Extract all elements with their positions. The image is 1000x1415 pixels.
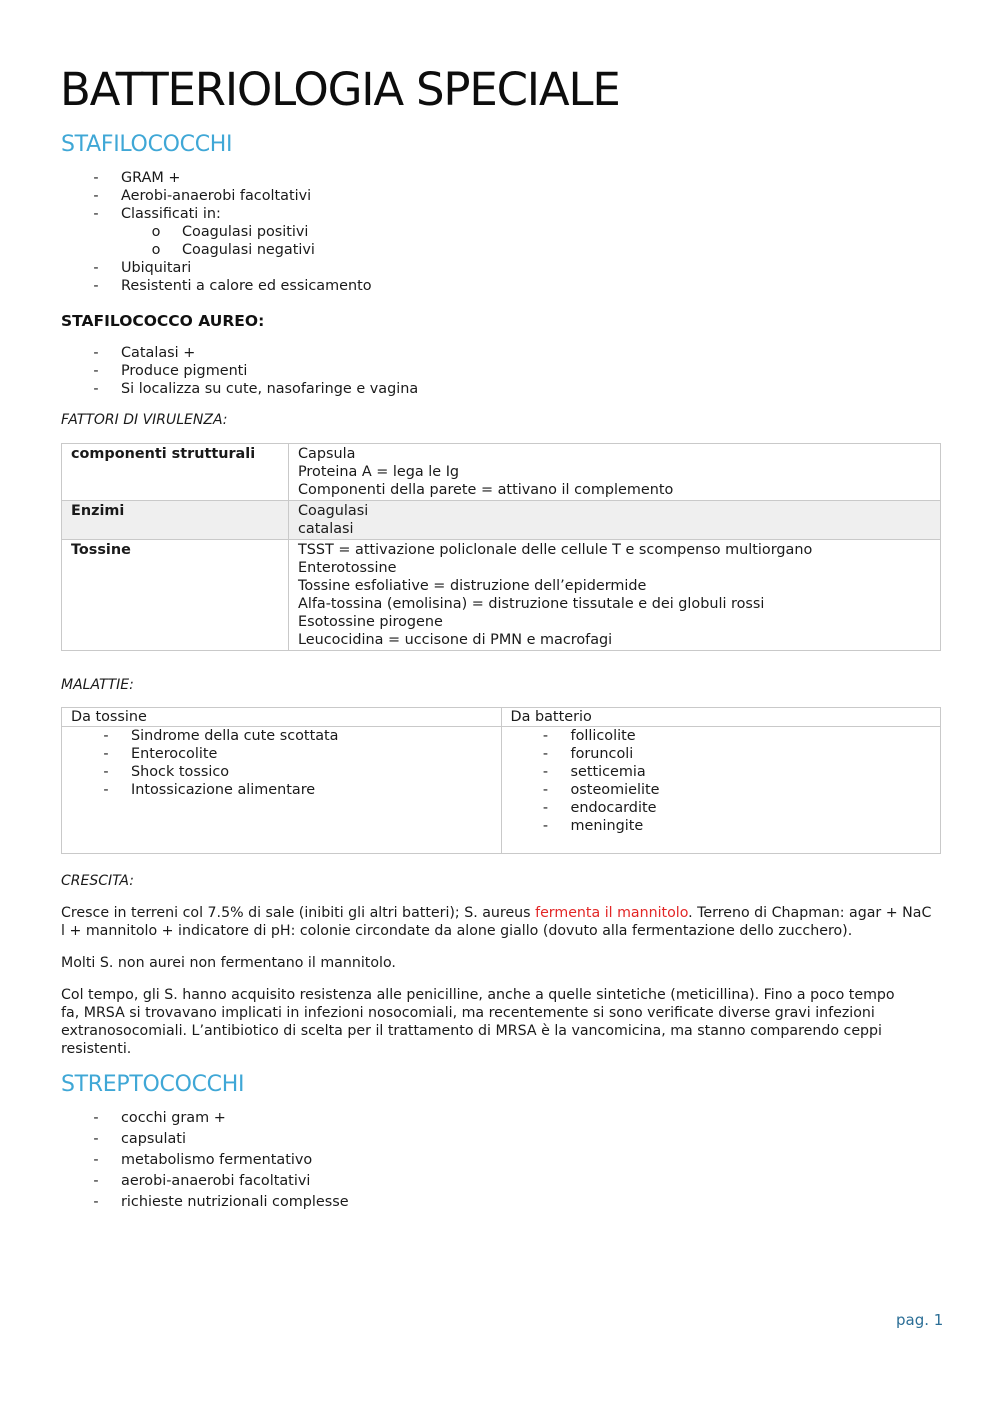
dash-bullet: - — [93, 345, 99, 361]
table-row — [62, 727, 941, 854]
dash-bullet: - — [93, 206, 99, 222]
dash-bullet: - — [93, 278, 99, 294]
table-value-cell: Capsula Proteina A = lega le Ig Componenti della parete = attivano il complemento — [289, 444, 941, 501]
dash-bullet: - — [103, 728, 109, 744]
column-header-batterio: Da batterio — [501, 708, 941, 727]
malattie-table — [61, 707, 941, 854]
table-header-row — [62, 708, 941, 727]
document-title: BATTERIOLOGIA SPECIALE — [60, 63, 620, 116]
table-value-cell: TSST = attivazione policlonale delle cellule T e scompenso multiorgano Enterotossine Tossine esfoliative = distruzione dell’epidermide Alfa-tossina (emolisina) = distruzione tissutale e dei globuli rossi Esotossine pirogene Leucocidina = uccisone di PMN e macrofagi — [289, 540, 941, 651]
virulence-label: FATTORI DI VIRULENZA: — [61, 412, 228, 428]
dash-bullet: - — [542, 800, 549, 816]
subheading-stafilococco-aureo: STAFILOCOCCO AUREO: — [61, 312, 265, 330]
crescita-label: CRESCITA: — [61, 873, 134, 889]
virulence-table — [61, 443, 941, 651]
dash-bullet: - — [103, 764, 109, 780]
dash-bullet: - — [93, 1131, 99, 1147]
dash-bullet: - — [103, 782, 109, 798]
dash-bullet: - — [542, 728, 549, 744]
circle-bullet: o — [151, 224, 161, 240]
crescita-paragraph-2: Molti S. non aurei non fermentano il mannitolo. — [61, 955, 396, 971]
table-key-cell: componenti strutturali — [62, 444, 289, 501]
dash-bullet: - — [93, 1110, 99, 1126]
circle-bullet: o — [151, 242, 161, 258]
table-value-cell: Coagulasi catalasi — [289, 501, 941, 540]
dash-bullet: - — [93, 381, 99, 397]
dash-bullet: - — [93, 1194, 99, 1210]
column-header-tossine: Da tossine — [62, 708, 502, 727]
dash-bullet: - — [103, 746, 109, 762]
section-heading-stafilococchi: STAFILOCOCCHI — [61, 132, 233, 157]
malattie-label: MALATTIE: — [61, 677, 134, 693]
highlighted-text: fermenta il mannitolo — [535, 905, 689, 921]
table-row — [62, 444, 941, 501]
dash-bullet: - — [542, 764, 549, 780]
table-key-cell: Tossine — [62, 540, 289, 651]
table-row — [62, 501, 941, 540]
table-key-cell: Enzimi — [62, 501, 289, 540]
page-number: pag. 1 — [896, 1311, 944, 1329]
dash-bullet: - — [93, 1152, 99, 1168]
table-row — [62, 540, 941, 651]
dash-bullet: - — [542, 818, 549, 834]
dash-bullet: - — [93, 363, 99, 379]
dash-bullet: - — [93, 170, 99, 186]
dash-bullet: - — [542, 782, 549, 798]
dash-bullet: - — [93, 188, 99, 204]
dash-bullet: - — [542, 746, 549, 762]
tossine-cell: - Sindrome della cute scottata - Enterocolite - Shock tossico - Intossicazione alimentare — [62, 727, 502, 854]
dash-bullet: - — [93, 260, 99, 276]
crescita-paragraph-1: Cresce in terreni col 7.5% di sale (inibiti gli altri batteri); S. aureus fermenta il mannitolo. Terreno di Chapman: agar + NaC l + mannitolo + indicatore di pH: colonie circondate da alone giallo (dovuto alla fermentazione dello zucchero). — [61, 905, 932, 939]
dash-bullet: - — [93, 1173, 99, 1189]
section-heading-streptococchi: STREPTOCOCCHI — [61, 1072, 245, 1097]
crescita-paragraph-3: Col tempo, gli S. hanno acquisito resistenza alle penicilline, anche a quelle sintetiche (meticillina). Fino a poco tempo fa, MRSA si trovavano implicati in infezioni nosocomiali, ma recentemente si sono verificate diverse gravi infezioni extranosocomiali. L’antibiotico di scelta per il trattamento di MRSA è la vancomicina, ma stanno comparendo ceppi resistenti. — [61, 987, 895, 1057]
batterio-cell: - follicolite - foruncoli - setticemia - osteomielite - endocardite - meningite — [501, 727, 941, 854]
